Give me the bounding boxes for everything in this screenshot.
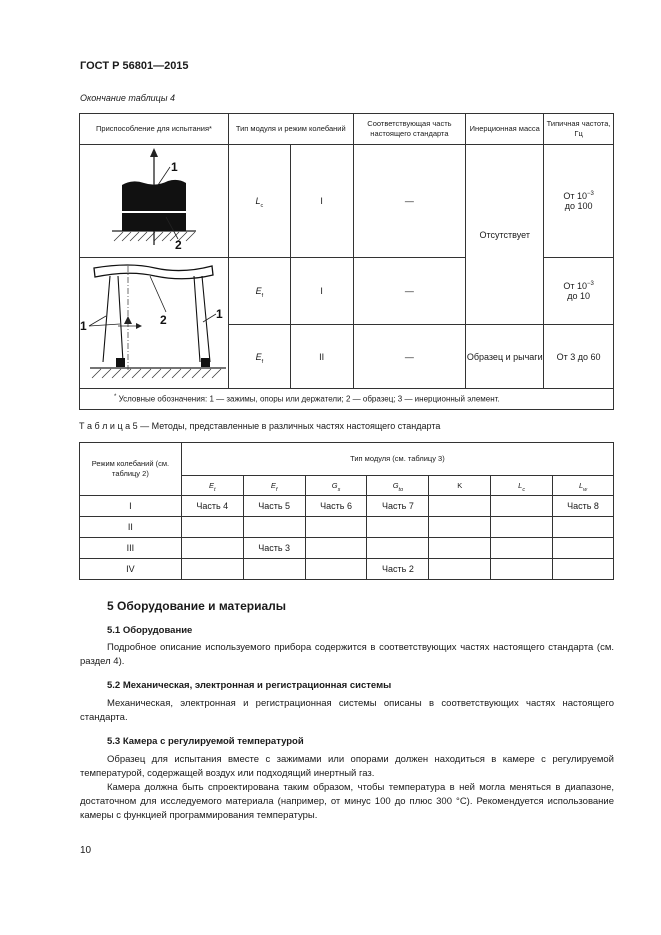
section5-title: 5 Оборудование и материалы — [107, 599, 287, 613]
table5-mode-header: Режим колебаний (см. таблицу 2) — [80, 443, 182, 496]
table-cell — [305, 517, 367, 538]
bending-fixture-figure — [80, 258, 228, 386]
table-cell: Часть 3 — [243, 538, 305, 559]
table-row — [80, 496, 614, 517]
table-cell — [243, 559, 305, 580]
mode-cell: I — [80, 496, 182, 517]
module-gto: $G_{to}$ — [367, 476, 429, 496]
table-cell: Часть 5 — [243, 496, 305, 517]
table-5 — [79, 442, 614, 580]
table4-header-module-mode: Тип модуля и режим колебаний — [229, 114, 354, 145]
section53-paragraph-2: Камера должна быть спроектирована таким образом, чтобы температура в ней могла меняться в диапазоне, достаточном для исследуемого материала (например, от минус 100 до плюс 300 °C). Рекомендуется использование камеры с функцией программирования температуры. — [80, 782, 614, 821]
label-two: 2 — [175, 238, 182, 252]
row1-module: $L_c$ — [229, 145, 291, 258]
module-k: K — [429, 476, 491, 496]
table-row — [80, 145, 614, 258]
table-cell — [243, 517, 305, 538]
table-cell: Часть 6 — [305, 496, 367, 517]
table4-footnote-row — [80, 389, 614, 410]
section51-text: Подробное описание используемого прибора содержится в соответствующих частях настоящего стандарта (см. раздел 4). — [80, 642, 614, 667]
table4-caption: Окончание таблицы 4 — [80, 93, 175, 103]
row2-freq: От $10^{-3}$ до 10 — [544, 258, 614, 325]
label-one: 1 — [80, 319, 87, 333]
table-cell: Часть 8 — [553, 496, 614, 517]
table-row — [80, 538, 614, 559]
row3-part: — — [353, 325, 466, 389]
module-lw: $L_w$ — [553, 476, 614, 496]
section52-text: Механическая, электронная и регистрационная системы описаны в соответствующих частях настоящего стандарта. — [80, 698, 614, 723]
table4-header-part: Соответствующая часть настоящего стандарта — [353, 114, 466, 145]
table4-footnote: * Условные обозначения: 1 — зажимы, опоры или держатели; 2 — образец; 3 — инерционный элемент. — [80, 389, 614, 410]
table-cell — [491, 496, 553, 517]
mode-cell: IV — [80, 559, 182, 580]
section53-title: 5.3 Камера с регулируемой температурой — [107, 736, 304, 747]
label-one: 1 — [171, 160, 178, 174]
page-number: 10 — [80, 845, 92, 856]
table-row — [80, 559, 614, 580]
table-cell — [553, 538, 614, 559]
figure-cell-bending — [80, 258, 229, 389]
row2-module: $E_f$ — [229, 258, 291, 325]
table5-header-row — [80, 443, 614, 476]
table-4 — [79, 113, 614, 410]
row2-part: — — [353, 258, 466, 325]
table-cell — [181, 517, 243, 538]
table-cell — [553, 559, 614, 580]
table-cell — [491, 517, 553, 538]
table-cell: Часть 4 — [181, 496, 243, 517]
table4-header-freq: Типичная частота, Гц — [544, 114, 614, 145]
inertial-absent: Отсутствует — [466, 145, 544, 325]
table-cell — [429, 496, 491, 517]
document-id: ГОСТ Р 56801—2015 — [80, 60, 189, 72]
mode-cell: III — [80, 538, 182, 559]
table-row — [80, 517, 614, 538]
label-one-right: 1 — [216, 307, 223, 321]
inertial-sample: Образец и рычаги — [466, 325, 544, 389]
section53-paragraph-1: Образец для испытания вместе с зажимами или опорами должен находиться в камере с регулируемой температурой, содержащей воздух или подходящий инертный газ. — [80, 754, 614, 779]
table-cell — [367, 538, 429, 559]
table-cell — [491, 559, 553, 580]
row1-part: — — [353, 145, 466, 258]
table-cell — [553, 517, 614, 538]
row3-mode: II — [290, 325, 353, 389]
module-ef: $E_f$ — [243, 476, 305, 496]
row3-module: $E_f$ — [229, 325, 291, 389]
table5-module-header: Тип модуля (см. таблицу 3) — [181, 443, 613, 476]
figure-cell-compression — [80, 145, 229, 258]
row1-freq: От $10^{-3}$ до 100 — [544, 145, 614, 258]
table-cell — [491, 538, 553, 559]
table5-caption: Т а б л и ц а 5 — Методы, представленные в различных частях настоящего стандарта — [79, 421, 441, 431]
section52-title: 5.2 Механическая, электронная и регистрационная системы — [107, 680, 392, 691]
table4-header-inertial: Инерционная масса — [466, 114, 544, 145]
table-cell: Часть 7 — [367, 496, 429, 517]
compression-fixture-figure — [80, 145, 228, 255]
table-cell — [429, 517, 491, 538]
module-et: $E_t$ — [181, 476, 243, 496]
row3-freq: От 3 до 60 — [544, 325, 614, 389]
table4-header-fixture: Приспособление для испытания* — [80, 114, 229, 145]
module-lc: $L_c$ — [491, 476, 553, 496]
table-cell — [181, 559, 243, 580]
module-gs: $G_s$ — [305, 476, 367, 496]
table-cell — [181, 538, 243, 559]
table-cell — [429, 559, 491, 580]
table-cell: Часть 2 — [367, 559, 429, 580]
section51-title: 5.1 Оборудование — [107, 625, 193, 636]
table-cell — [367, 517, 429, 538]
row2-mode: I — [290, 258, 353, 325]
mode-cell: II — [80, 517, 182, 538]
label-two: 2 — [160, 313, 167, 327]
table4-header-row — [80, 114, 614, 145]
row1-mode: I — [290, 145, 353, 258]
table-cell — [305, 559, 367, 580]
table-cell — [429, 538, 491, 559]
table-cell — [305, 538, 367, 559]
